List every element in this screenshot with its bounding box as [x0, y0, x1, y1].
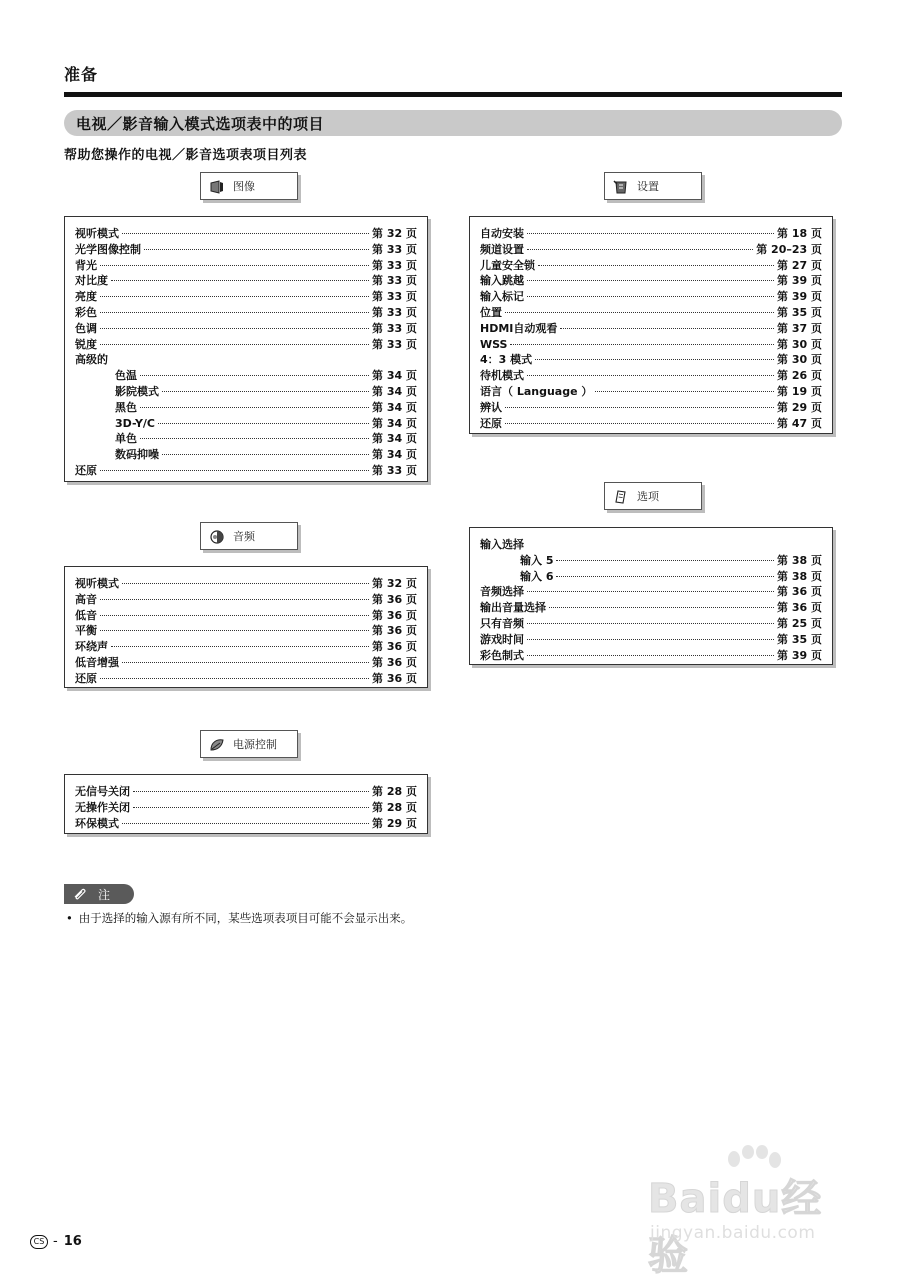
menu-item-label: 频道设置 — [480, 242, 524, 256]
page-reference: 第 39 页 — [777, 274, 822, 288]
page-reference: 第 25 页 — [777, 616, 822, 630]
menu-item-label: 自动安装 — [480, 227, 524, 240]
menu-item-row — [75, 225, 417, 241]
menu-item-label: 还原 — [480, 416, 502, 430]
note-label: 注 — [98, 887, 111, 902]
page-reference: 第 35 页 — [777, 305, 822, 319]
menu-item-row — [480, 631, 822, 647]
menu-item-row — [480, 320, 822, 336]
page-reference: 第 34 页 — [372, 448, 417, 462]
menu-subitem-row — [480, 568, 822, 584]
page-reference: 第 30 页 — [777, 337, 822, 351]
leader-dots — [556, 576, 774, 577]
menu-item-label: 输入跳越 — [480, 274, 524, 288]
menu-item-row — [75, 607, 417, 623]
menu-item-row — [480, 383, 822, 399]
speaker-icon — [209, 529, 225, 543]
page-reference: 第 28 页 — [372, 800, 417, 814]
leader-dots — [122, 233, 369, 234]
page-reference: 第 33 页 — [372, 242, 417, 256]
page-reference: 第 39 页 — [777, 648, 822, 662]
menu-item-label: 色调 — [75, 321, 97, 335]
menu-item-label: 输出音量选择 — [480, 601, 546, 615]
menu-item-label: 3D-Y/C — [115, 416, 155, 430]
menu-item-row — [75, 575, 417, 591]
leader-dots — [556, 560, 774, 561]
menu-item-row — [75, 815, 417, 831]
options-menu-list — [469, 527, 833, 665]
leader-dots — [527, 233, 774, 234]
page-reference: 第 38 页 — [777, 553, 822, 567]
page-reference: 第 33 页 — [372, 258, 417, 272]
leader-dots — [144, 249, 369, 250]
page-reference: 第 38 页 — [777, 569, 822, 583]
page-reference: 第 36 页 — [372, 640, 417, 654]
page-reference: 第 37 页 — [777, 321, 822, 335]
menu-item-label: 环保模式 — [75, 816, 119, 830]
menu-item-row — [480, 272, 822, 288]
menu-item-label: 输入 5 — [520, 553, 554, 567]
menu-group-label: 高级的 — [75, 353, 108, 367]
menu-item-label: 单色 — [115, 432, 137, 446]
footer-dash: - — [53, 1234, 58, 1249]
picture-menu-list — [64, 216, 428, 482]
menu-item-row — [480, 615, 822, 631]
language-code-badge: CS — [30, 1235, 48, 1249]
page-reference: 第 32 页 — [372, 227, 417, 240]
leader-dots — [122, 662, 369, 663]
leader-dots — [505, 312, 774, 313]
menu-item-label: 视听模式 — [75, 227, 119, 240]
leader-dots — [527, 280, 774, 281]
tab-label: 选项 — [637, 490, 659, 503]
leader-dots — [140, 375, 369, 376]
menu-item-row — [480, 647, 822, 663]
menu-item-row — [480, 583, 822, 599]
leader-dots — [100, 265, 369, 266]
leader-dots — [111, 280, 369, 281]
leader-dots — [527, 623, 774, 624]
menu-item-row — [480, 336, 822, 352]
page-reference: 第 34 页 — [372, 400, 417, 414]
leader-dots — [100, 344, 369, 345]
tab-label: 设置 — [637, 180, 659, 193]
tab-label: 图像 — [233, 180, 255, 193]
menu-item-label: 平衡 — [75, 624, 97, 638]
power-menu-list — [64, 774, 428, 834]
baidu-watermark — [640, 1145, 860, 1279]
paperclip-icon — [72, 888, 88, 900]
page-reference: 第 36 页 — [777, 585, 822, 599]
menu-item-row — [75, 336, 417, 352]
leader-dots — [510, 344, 774, 345]
leader-dots — [505, 407, 774, 408]
watermark-url: jingyan.baidu.com — [650, 1223, 816, 1243]
menu-item-label: 环绕声 — [75, 640, 108, 654]
power-leaf-icon — [209, 737, 225, 751]
menu-item-label: 语言（ Language ） — [480, 384, 593, 398]
page-reference: 第 36 页 — [777, 601, 822, 615]
leader-dots — [100, 630, 369, 631]
leader-dots — [527, 639, 774, 640]
menu-item-row — [75, 799, 417, 815]
menu-item-label: 儿童安全锁 — [480, 258, 535, 272]
leader-dots — [133, 791, 369, 792]
menu-item-label: 辨认 — [480, 400, 502, 414]
page-reference: 第 27 页 — [777, 258, 822, 272]
menu-item-label: 输入标记 — [480, 290, 524, 304]
page-reference: 第 34 页 — [372, 416, 417, 430]
menu-item-label: 亮度 — [75, 290, 97, 304]
menu-item-label: 输入 6 — [520, 569, 554, 583]
page-reference: 第 34 页 — [372, 384, 417, 398]
menu-item-row — [480, 399, 822, 415]
leader-dots — [162, 454, 369, 455]
menu-item-label: 低音增强 — [75, 655, 119, 669]
menu-item-row — [75, 320, 417, 336]
leader-dots — [549, 607, 774, 608]
menu-item-label: 影院模式 — [115, 384, 159, 398]
menu-item-label: 游戏时间 — [480, 632, 524, 646]
menu-subitem-row — [75, 446, 417, 462]
menu-item-row — [480, 367, 822, 383]
page-reference: 第 36 页 — [372, 671, 417, 685]
leader-dots — [527, 655, 774, 656]
menu-item-label: 光学图像控制 — [75, 242, 141, 256]
setup-icon — [613, 179, 629, 193]
picture-icon — [209, 179, 225, 193]
menu-item-row — [75, 272, 417, 288]
menu-item-row — [480, 351, 822, 367]
page-reference: 第 47 页 — [777, 416, 822, 430]
menu-item-label: 低音 — [75, 608, 97, 622]
page-banner — [64, 110, 842, 136]
leader-dots — [100, 470, 369, 471]
note-text — [66, 910, 412, 926]
menu-item-label: 还原 — [75, 463, 97, 477]
menu-item-label: HDMI自动观看 — [480, 321, 558, 335]
leader-dots — [100, 328, 369, 329]
leader-dots — [538, 265, 774, 266]
page-reference: 第 36 页 — [372, 608, 417, 622]
leader-dots — [111, 646, 369, 647]
page-reference: 第 18 页 — [777, 227, 822, 240]
tab-audio — [200, 522, 298, 550]
menu-group-header — [75, 351, 417, 367]
menu-item-label: 高音 — [75, 592, 97, 606]
leader-dots — [527, 375, 774, 376]
menu-item-row — [480, 304, 822, 320]
menu-item-row — [480, 225, 822, 241]
leader-dots — [100, 312, 369, 313]
tab-options — [604, 482, 702, 510]
menu-item-label: 锐度 — [75, 337, 97, 351]
note-badge — [64, 884, 134, 904]
page-reference: 第 28 页 — [372, 785, 417, 798]
leader-dots — [505, 423, 774, 424]
page-number: 16 — [63, 1234, 82, 1249]
leader-dots — [527, 296, 774, 297]
menu-item-row — [75, 257, 417, 273]
menu-item-row — [480, 599, 822, 615]
menu-item-row — [75, 622, 417, 638]
note-content: 由于选择的输入源有所不同，某些选项表项目可能不会显示出来。 — [78, 911, 413, 925]
leader-dots — [560, 328, 774, 329]
page-reference: 第 20–23 页 — [756, 242, 822, 256]
page-reference: 第 34 页 — [372, 369, 417, 383]
leader-dots — [133, 807, 369, 808]
menu-subitem-row — [480, 552, 822, 568]
page-reference: 第 19 页 — [777, 384, 822, 398]
menu-subitem-row — [75, 415, 417, 431]
leader-dots — [162, 391, 369, 392]
leader-dots — [595, 391, 774, 392]
page-reference: 第 36 页 — [372, 624, 417, 638]
page-footer — [30, 1234, 82, 1249]
menu-item-label: 数码抑噪 — [115, 448, 159, 462]
menu-subitem-row — [75, 383, 417, 399]
menu-item-label: 只有音频 — [480, 616, 524, 630]
menu-item-row — [75, 241, 417, 257]
leader-dots — [140, 407, 369, 408]
menu-item-row — [75, 670, 417, 686]
page-reference: 第 29 页 — [372, 816, 417, 830]
menu-subitem-row — [75, 399, 417, 415]
menu-item-row — [75, 304, 417, 320]
page-reference: 第 39 页 — [777, 290, 822, 304]
page-reference: 第 33 页 — [372, 274, 417, 288]
page-reference: 第 29 页 — [777, 400, 822, 414]
leader-dots — [527, 249, 753, 250]
menu-item-label: 视听模式 — [75, 577, 119, 590]
leader-dots — [100, 296, 369, 297]
page-reference: 第 33 页 — [372, 463, 417, 477]
page-reference: 第 33 页 — [372, 305, 417, 319]
menu-item-label: WSS — [480, 337, 508, 351]
menu-item-label: 背光 — [75, 258, 97, 272]
menu-item-label: 4：3 模式 — [480, 353, 533, 367]
page-reference: 第 26 页 — [777, 369, 822, 383]
page-reference: 第 33 页 — [372, 337, 417, 351]
audio-menu-list — [64, 566, 428, 688]
menu-subitem-row — [75, 367, 417, 383]
menu-item-label: 彩色制式 — [480, 648, 524, 662]
page-reference: 第 30 页 — [777, 353, 822, 367]
menu-group-header — [480, 536, 822, 552]
leader-dots — [527, 591, 774, 592]
menu-item-label: 无操作关闭 — [75, 800, 130, 814]
menu-item-row — [480, 415, 822, 431]
leader-dots — [158, 423, 369, 424]
tab-label: 音频 — [233, 530, 255, 543]
menu-item-row — [75, 783, 417, 799]
menu-item-row — [75, 288, 417, 304]
leader-dots — [122, 583, 369, 584]
leader-dots — [122, 823, 369, 824]
menu-item-label: 黑色 — [115, 400, 137, 414]
menu-item-label: 待机模式 — [480, 369, 524, 383]
menu-item-label: 彩色 — [75, 305, 97, 319]
tab-setup — [604, 172, 702, 200]
page-reference: 第 35 页 — [777, 632, 822, 646]
menu-item-label: 音频选择 — [480, 585, 524, 599]
leader-dots — [100, 678, 369, 679]
menu-item-label: 对比度 — [75, 274, 108, 288]
page-reference: 第 36 页 — [372, 655, 417, 669]
menu-item-label: 还原 — [75, 671, 97, 685]
tab-power-control — [200, 730, 298, 758]
tab-label: 电源控制 — [233, 738, 277, 751]
page-reference: 第 33 页 — [372, 290, 417, 304]
menu-item-row — [75, 462, 417, 478]
leader-dots — [140, 438, 369, 439]
note-bullet: • — [66, 911, 73, 925]
menu-group-label: 输入选择 — [480, 538, 524, 551]
page-subtitle: 帮助您操作的电视／影音选项表项目列表 — [64, 148, 308, 163]
page-reference: 第 34 页 — [372, 432, 417, 446]
menu-item-label: 色温 — [115, 369, 137, 383]
menu-item-row — [75, 591, 417, 607]
leader-dots — [100, 615, 369, 616]
menu-item-row — [480, 257, 822, 273]
leader-dots — [535, 359, 774, 360]
menu-item-label: 无信号关闭 — [75, 785, 130, 798]
leader-dots — [100, 599, 369, 600]
section-divider — [64, 92, 842, 97]
menu-item-row — [75, 654, 417, 670]
menu-item-row — [75, 638, 417, 654]
menu-subitem-row — [75, 430, 417, 446]
options-icon — [613, 489, 629, 503]
section-title: 准备 — [64, 65, 99, 84]
setup-menu-list — [469, 216, 833, 434]
banner-title: 电视／影音输入模式选项表中的项目 — [76, 115, 325, 133]
watermark-brand: Baidu经验 — [648, 1176, 823, 1279]
page-reference: 第 36 页 — [372, 592, 417, 606]
menu-item-row — [480, 241, 822, 257]
menu-item-label: 位置 — [480, 305, 502, 319]
page-reference: 第 33 页 — [372, 321, 417, 335]
menu-item-row — [480, 288, 822, 304]
page-reference: 第 32 页 — [372, 577, 417, 590]
tab-picture — [200, 172, 298, 200]
